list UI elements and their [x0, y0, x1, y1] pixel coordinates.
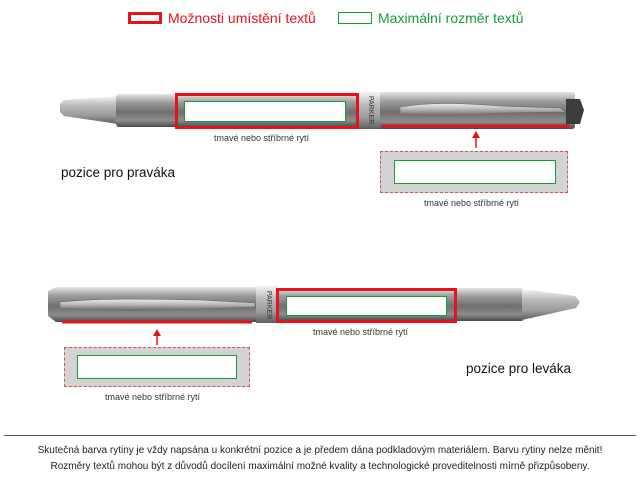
legend-placement-label: Možnosti umístění textů — [168, 10, 316, 26]
pen-left-tip — [522, 289, 580, 320]
pen-right-brand: PARKER — [367, 95, 374, 125]
pen-left-barrel-caption: tmavé nebo stříbrné rytí — [313, 327, 409, 337]
pen-left-barrel-maxsize — [286, 296, 447, 316]
pen-right-position-label: pozice pro praváka — [61, 165, 176, 180]
pen-right-barrel-maxsize — [184, 101, 346, 122]
footer-divider — [4, 435, 636, 436]
pen-right-arrow-head — [472, 131, 480, 138]
pen-right-end — [566, 99, 584, 124]
pen-left-clip-caption: tmavé nebo stříbrné rytí — [105, 392, 201, 402]
pen-left-clip-maxsize — [77, 355, 237, 379]
pen-right-tip — [60, 96, 118, 124]
pen-left-arrow-head — [153, 329, 161, 336]
footer-line-1: Skutečná barva rytiny je vždy napsána u konkrétní pozice a je předem dána podkladovým materiálem. Barvu rytiny nelze měnit! — [37, 445, 603, 456]
footer-line-2: Rozměry textů mohou být z důvodů docílení maximální možné kvality a technologické proveditelnosti mírně přizpůsobeny. — [50, 461, 590, 472]
pen-left-position-label: pozice pro leváka — [466, 361, 572, 376]
legend-maxsize-label: Maximální rozměr textů — [378, 10, 524, 26]
pen-right-barrel-caption: tmavé nebo stříbrné rytí — [214, 133, 310, 143]
pen-right-clip-caption: tmavé nebo stříbrné rytí — [424, 198, 520, 208]
pen-right-clip-maxsize — [394, 160, 556, 184]
pen-left-brand: PARKER — [265, 290, 272, 320]
